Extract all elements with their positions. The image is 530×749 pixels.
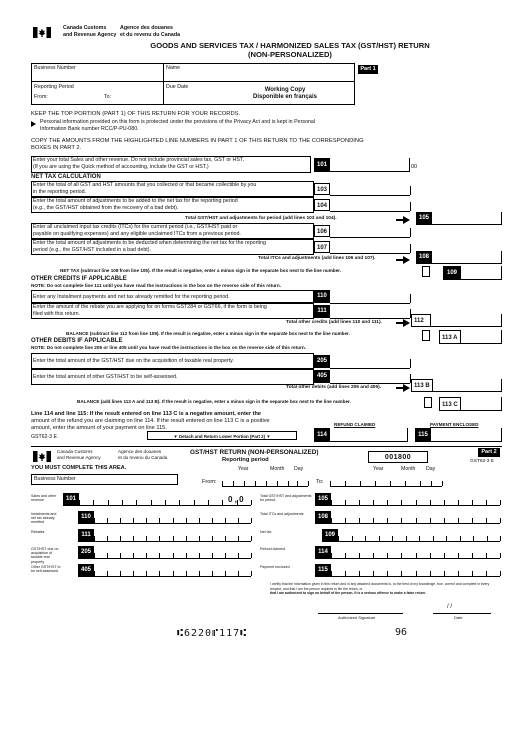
line-113b-text: Total other debits (add lines 205 and 405).	[286, 385, 382, 390]
complete-area-label: YOU MUST COMPLETE THIS AREA.	[31, 465, 127, 471]
part2-row-right-number: 105	[315, 493, 331, 506]
privacy-line2: Information Bank number RCC/P-PU-080.	[40, 126, 139, 132]
detach-line	[31, 446, 502, 447]
line-103-text-b: in the reporting period.	[33, 189, 87, 195]
line-101-text-a: Enter your total Sales and other revenue. Do not include provincial sales tax, GST or HST.	[33, 157, 245, 163]
line-113a-text: BALANCE (subtract line 112 from line 109). If the result is negative, enter a minus sign in the separate box next to the line number.	[66, 331, 350, 336]
line-112-text: Total other credits (add lines 110 and 111).	[286, 320, 382, 325]
line-101-number: 101	[314, 158, 330, 172]
from-label: From:	[34, 94, 48, 100]
from-year-label: Year	[238, 466, 249, 472]
line-106-text-a: Enter all unclaimed input tax credits (ITCs) for the current period (i.e., GST/HST paid or	[33, 224, 238, 230]
date-line[interactable]	[433, 613, 491, 614]
line-106-number: 106	[314, 225, 330, 237]
line-104-text-b: (e.g., the GST/HST obtained from the recovery of a bad debt).	[33, 205, 179, 211]
business-number-label: Business Number	[34, 65, 76, 71]
line-111-number: 111	[314, 305, 330, 318]
part2-row-right-number: 115	[315, 564, 331, 577]
refund-claimed-label: REFUND CLAIMED	[334, 422, 376, 427]
part2-row-right-label: Payment enclosed	[260, 565, 290, 569]
line-109-field[interactable]	[461, 266, 502, 280]
keep-instruction: KEEP THE TOP PORTION (PART 1) OF THIS RETURN FOR YOUR RECORDS.	[31, 111, 241, 117]
from-month-label: Month	[270, 466, 285, 472]
line-114-text-c: amount, enter the amount of your payment on line 115.	[31, 425, 167, 431]
line-113b-number: 113 B	[411, 379, 433, 392]
part1-badge: Part 1	[358, 65, 378, 74]
line-104-text-a: Enter the total amount of adjustments to be added to the net tax for the reporting period	[33, 198, 238, 204]
line-405-number: 405	[314, 370, 330, 383]
date-label: Date	[454, 615, 463, 620]
line-114-field[interactable]	[330, 428, 408, 442]
line-105-number: 105	[416, 212, 432, 225]
part2-row-right-label: Total GST/HST and adjustments for period	[260, 494, 312, 503]
p2-agency-fr-line2: et du revenu du Canada	[118, 455, 168, 460]
line-113c-text: BALANCE (add lines 113 A and 113 B). If the result is negative, enter a minus sign in the separate box next to the line number.	[77, 399, 351, 404]
working-copy-label: Working Copy	[264, 87, 306, 93]
part2-row-left-label: Other GST/HST to be self-assessed	[31, 565, 61, 574]
french-available-label: Disponible en français	[252, 94, 318, 100]
line-112-field[interactable]	[431, 314, 502, 327]
due-date-label: Due Date	[166, 84, 189, 90]
line-101-field[interactable]	[330, 158, 410, 172]
part2-row-left-label: Rebates	[31, 530, 45, 534]
p2-agency-en-line2: and Revenue Agency	[57, 455, 101, 460]
line-109-sign-box[interactable]	[422, 266, 430, 277]
line-113b-field[interactable]	[433, 379, 502, 392]
to-month-label: Month	[401, 466, 416, 472]
part2-to-label: To:	[316, 479, 324, 485]
line-405-text: Enter the total amount of other GST/HST to be self-assessed.	[33, 374, 178, 380]
line-113b-arrowhead-icon	[403, 384, 410, 392]
page-number: 96	[395, 627, 408, 638]
certification-text-b: that I am authorized to sign on behalf of the person. It is a serious offence to make a false return.	[270, 591, 426, 595]
to-label: To:	[104, 94, 112, 100]
other-debits-heading: OTHER DEBITS IF APPLICABLE	[31, 338, 123, 344]
line-114-number: 114	[314, 428, 330, 442]
part2-row-cents: 0 , 0	[228, 495, 244, 504]
part2-row-left-number: 110	[78, 511, 94, 524]
micr-code: ⑆6220⑈117⑆	[177, 628, 248, 639]
part2-from-date-field[interactable]	[222, 486, 308, 487]
part2-badge: Part 2	[478, 448, 500, 457]
line-103-number: 103	[314, 183, 330, 195]
line-106-text-b: payable on qualifying expenses) and any eligible unclaimed ITCs from a previous period.	[33, 231, 241, 237]
line-112-number: 112	[411, 314, 431, 327]
line-114-text-b: amount of the refund you are claiming on line 114. If the result entered on line 113 C is a positive	[31, 418, 270, 424]
line-108-arrowhead-icon	[403, 256, 410, 264]
line-107-text-a: Enter the total amount of adjustments to be deducted when determining the net tax for the reporting	[33, 240, 266, 246]
p2-agency-en-line1: Canada Customs	[57, 449, 93, 454]
payment-enclosed-label: PAYMENT ENCLOSED	[430, 422, 479, 427]
other-credits-heading: OTHER CREDITS IF APPLICABLE	[31, 276, 127, 282]
detach-strip: ▼ Detach and Return Lower Portion (Part 2) ▼	[147, 431, 297, 440]
copy-instruction-line1: COPY THE AMOUNTS FROM THE HIGHLIGHTED LINE NUMBERS IN PART 1 OF THIS RETURN TO THE CORRESPONDING	[31, 138, 364, 144]
line-101-text-b: (If you are using the Quick method of accounting, include the GST or HST.)	[33, 164, 209, 170]
agency-en-line2: and Revenue Agency	[63, 32, 117, 38]
line-205-number: 205	[314, 355, 330, 368]
line-114-text-a: Line 114 and line 115: If the result entered on line 113 C is a negative amount, enter the	[31, 411, 262, 417]
line-105-arrowhead-icon	[403, 216, 410, 224]
line-107-number: 107	[314, 241, 330, 253]
part2-reporting-period: Reporting period	[222, 457, 269, 463]
line-107-text-b: period (e.g., the GST/HST included in a bad debt).	[33, 247, 151, 253]
agency-fr-line1: Agence des douanes	[120, 25, 173, 31]
certification-text-a: I certify that the information given in this return and in any attached documents is, to the best of my knowledge, true, correct and complete in every respect, and that I am the person required to file the return, or	[270, 582, 490, 591]
date-slashes: / /	[447, 604, 453, 610]
p2-agency-fr-line1: Agence des douanes	[118, 449, 162, 454]
line-115-number: 115	[415, 428, 431, 442]
name-label: Name	[166, 65, 181, 71]
line-108-field[interactable]	[432, 251, 502, 264]
line-101-cents: 00	[411, 164, 418, 170]
part2-title: GST/HST RETURN (NON-PERSONALIZED)	[190, 449, 319, 456]
part2-row-left-label: Instalments and net tax already remitted	[31, 512, 57, 525]
line-108-text: Total ITCs and adjustments (add lines 106 and 107).	[258, 256, 376, 261]
line-112-arrowhead-icon	[403, 319, 410, 327]
part2-row-right-number: 114	[315, 546, 331, 559]
part2-row-left-label: Sales and other revenue	[31, 494, 57, 503]
form-subtitle: (NON-PERSONALIZED)	[248, 50, 332, 59]
line-105-text: Total GST/HST and adjustments for period (add lines 103 and 104).	[185, 216, 337, 221]
line-113c-number: 113 C	[439, 397, 461, 411]
to-year-label: Year	[373, 466, 384, 472]
line-110-number: 110	[314, 290, 330, 303]
part2-row-left-number: 111	[78, 529, 94, 542]
part2-row-left-number: 405	[78, 564, 94, 577]
part2-row-left-number: 205	[78, 546, 94, 559]
privacy-line1: Personal information provided on this form is protected under the provisions of the Privacy Act and is kept in Personal	[40, 119, 315, 125]
part2-row-right-label: Net tax	[260, 530, 272, 534]
part2-business-number-label: Business Number	[34, 476, 76, 482]
line-113a-number: 113 A	[439, 330, 461, 344]
privacy-arrow-icon	[31, 121, 36, 127]
line-111-text-b: filed with this return.	[33, 311, 81, 317]
canada-flag-icon	[33, 25, 51, 36]
line-205-text: Enter the total amount of the GST/HST due on the acquisition of taxable real property.	[33, 358, 234, 364]
canada-flag-icon	[33, 449, 51, 460]
part2-gst-code: GST62-3 E	[470, 459, 494, 464]
agency-en-line1: Canada Customs	[63, 25, 107, 31]
part2-row-left-label: GST/HST due on acquisition of taxable real property	[31, 547, 59, 564]
reporting-period-label: Reporting Period	[34, 84, 74, 90]
line-111-text-a: Enter the amount of the rebate you are applying for on forms GST284 or GST66, if the form is being	[33, 304, 267, 310]
part2-form-code: 001800	[368, 451, 428, 463]
signature-line[interactable]	[318, 613, 403, 614]
line-113c-sign-box[interactable]	[424, 397, 432, 408]
agency-fr-line2: et du revenu du Canada	[120, 32, 181, 38]
copy-instruction-line2: BOXES IN PART 2.	[31, 145, 82, 151]
line-103-text-a: Enter the total of all GST and HST amounts that you collected or that became collectible by you	[33, 182, 257, 188]
line-104-number: 104	[314, 199, 330, 211]
part2-row-left-number: 101	[63, 493, 79, 506]
note-line-205: NOTE: Do not complete line 205 or line 405 until you have read the instructions in the box on the reverse side of this return.	[31, 345, 307, 350]
part2-row-right-label: Total ITCs and adjustments	[260, 512, 304, 516]
part2-row-right-number: 108	[315, 511, 331, 524]
to-day-label: Day	[426, 466, 436, 472]
line-115-field[interactable]	[431, 428, 502, 442]
signature-label: Authorized Signature	[338, 615, 376, 620]
line-109-number: 109	[443, 266, 461, 280]
part2-to-date-field[interactable]	[330, 486, 442, 487]
part2-row-right-number: 109	[322, 529, 338, 542]
note-line-111: NOTE: Do not complete line 111 until you have read the instructions in the box on the reverse side of this return.	[31, 283, 282, 288]
line-105-field[interactable]	[432, 212, 502, 225]
line-113a-sign-box[interactable]	[422, 330, 430, 341]
line-108-number: 108	[416, 251, 432, 264]
line-113c-field[interactable]	[461, 397, 502, 411]
part2-row-right-label: Refund claimed	[260, 547, 285, 551]
line-110-text: Enter any Instalment payments and net tax already remitted for the reporting period.	[33, 294, 230, 300]
net-tax-calculation-heading: NET TAX CALCULATION	[31, 174, 101, 180]
from-day-label: Day	[294, 466, 304, 472]
line-113a-field[interactable]	[461, 330, 502, 344]
form-title: GOODS AND SERVICES TAX / HARMONIZED SALES TAX (GST/HST) RETURN	[150, 41, 430, 50]
line-109-text: NET TAX (subtract line 108 from line 105). If the result is negative, enter a minus sign in the separate box next to the line number.	[60, 268, 341, 273]
part2-from-label: From:	[202, 479, 217, 485]
form-code-part1: GST62-3 E	[31, 434, 57, 440]
